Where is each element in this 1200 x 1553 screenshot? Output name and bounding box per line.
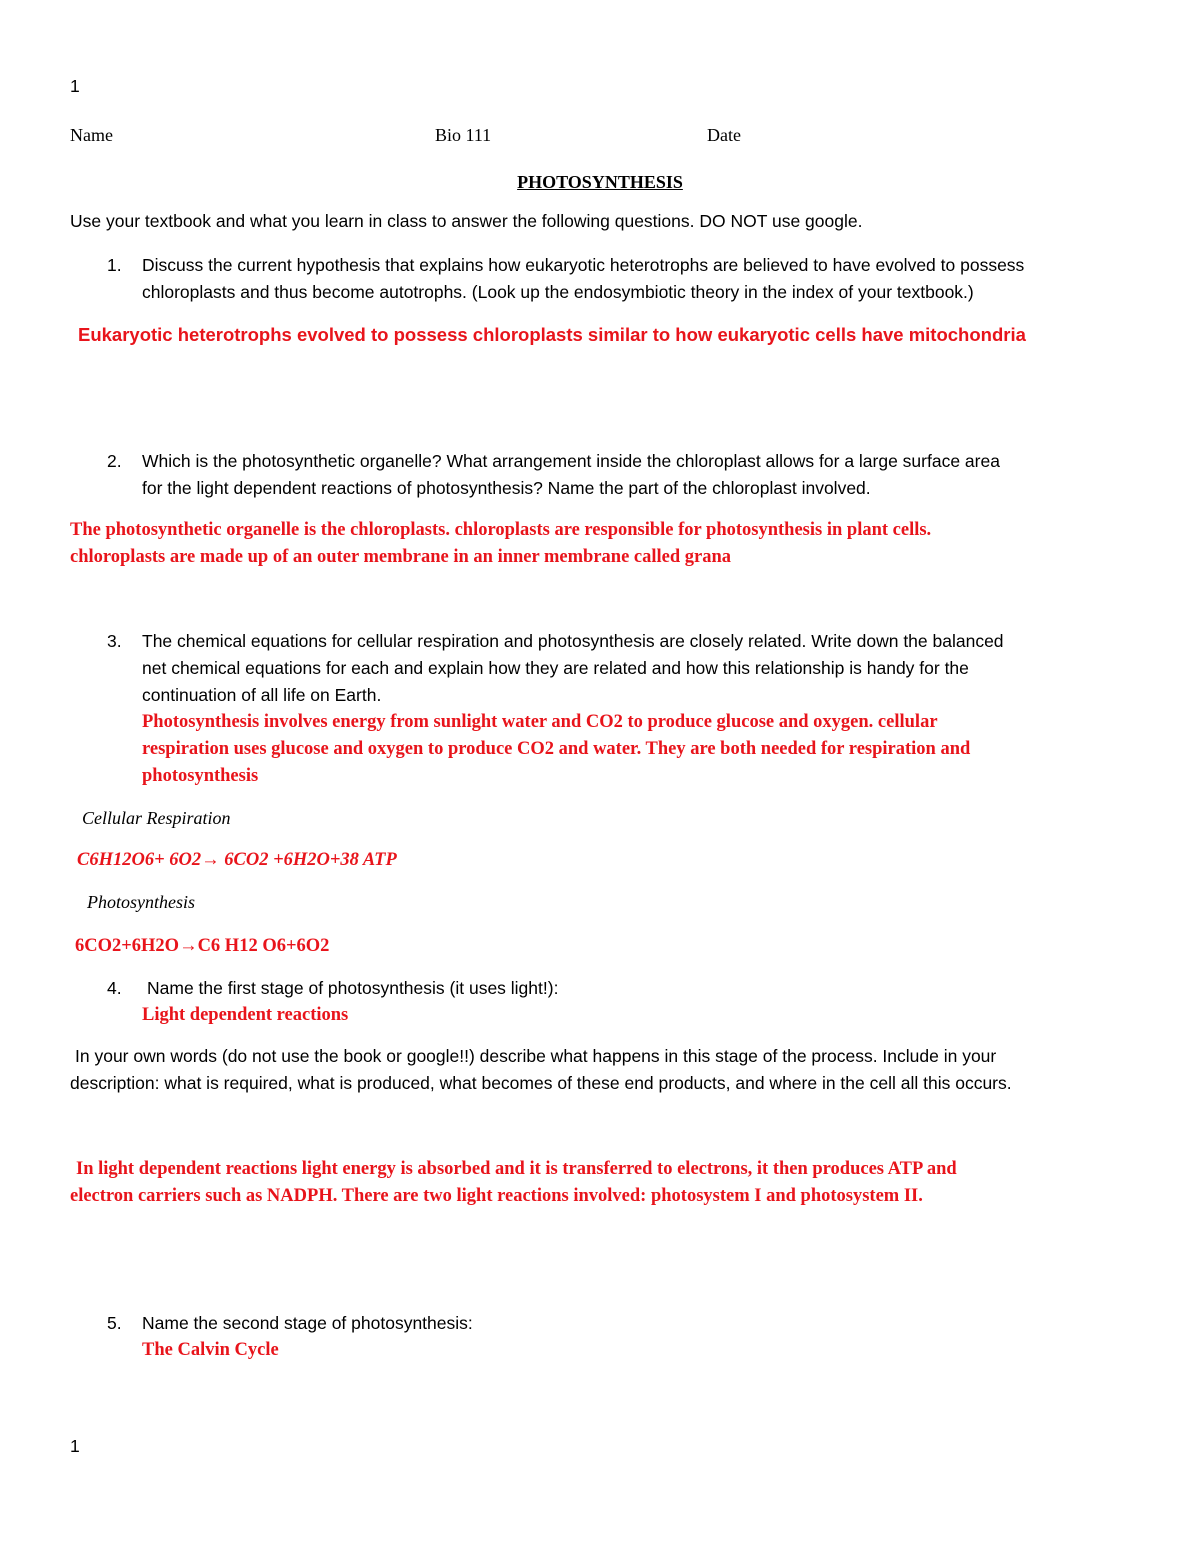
- question-5-number: 5.: [107, 1313, 122, 1333]
- question-3-line-1: The chemical equations for cellular respiration and photosynthesis are closely related. Write down the balanced: [142, 631, 1004, 651]
- question-4-answer: Light dependent reactions: [142, 1005, 349, 1025]
- question-2-line-1: Which is the photosynthetic organelle? What arrangement inside the chloroplast allows for a large surface area: [142, 451, 1000, 471]
- instructions: Use your textbook and what you learn in class to answer the following questions. DO NOT use google.: [70, 211, 863, 231]
- question-1-answer: Eukaryotic heterotrophs evolved to possess chloroplasts similar to how eukaryotic cells have mitochondria: [78, 324, 1026, 345]
- question-4-line-1: Name the first stage of photosynthesis (it uses light!):: [147, 978, 559, 998]
- page-number-bottom: 1: [70, 1436, 80, 1456]
- photosynthesis-equation: 6CO2+6H2O→C6 H12 O6+6O2: [75, 936, 330, 956]
- photosynthesis-label: Photosynthesis: [87, 892, 195, 912]
- question-3-answer-line-3: photosynthesis: [142, 766, 259, 786]
- question-3-line-2: net chemical equations for each and explain how they are related and how this relationship is handy for the: [142, 658, 969, 678]
- question-2-number: 2.: [107, 451, 122, 471]
- question-4-prompt-line-1: In your own words (do not use the book or google!!) describe what happens in this stage of the process. Include in your: [75, 1046, 997, 1066]
- question-1-number: 1.: [107, 255, 122, 275]
- question-1-line-2: chloroplasts and thus become autotrophs. (Look up the endosymbiotic theory in the index of your textbook.): [142, 282, 974, 302]
- question-5-answer: The Calvin Cycle: [142, 1340, 279, 1360]
- cellular-respiration-equation: C6H12O6+ 6O2→ 6CO2 +6H2O+38 ATP: [77, 850, 397, 870]
- date-label: Date: [707, 125, 741, 145]
- question-5-line-1: Name the second stage of photosynthesis:: [142, 1313, 473, 1333]
- name-label: Name: [70, 125, 113, 145]
- question-3-number: 3.: [107, 631, 122, 651]
- question-4-long-answer-line-2: electron carriers such as NADPH. There are two light reactions involved: photosystem I and photosystem II.: [70, 1186, 923, 1206]
- question-2-answer-line-2: chloroplasts are made up of an outer membrane in an inner membrane called grana: [70, 547, 732, 567]
- question-3-answer-line-2: respiration uses glucose and oxygen to produce CO2 and water. They are both needed for respiration and: [142, 739, 971, 759]
- question-3-line-3: continuation of all life on Earth.: [142, 685, 382, 705]
- question-2-line-2: for the light dependent reactions of photosynthesis? Name the part of the chloroplast involved.: [142, 478, 871, 498]
- question-4-long-answer-line-1: In light dependent reactions light energy is absorbed and it is transferred to electrons, it then produces ATP and: [76, 1159, 957, 1179]
- question-2-answer-line-1: The photosynthetic organelle is the chloroplasts. chloroplasts are responsible for photosynthesis in plant cells.: [70, 520, 932, 540]
- question-1-line-1: Discuss the current hypothesis that explains how eukaryotic heterotrophs are believed to have evolved to possess: [142, 255, 1025, 275]
- course-label: Bio 111: [435, 125, 492, 145]
- cellular-respiration-label: Cellular Respiration: [82, 808, 231, 828]
- question-3-answer-line-1: Photosynthesis involves energy from sunlight water and CO2 to produce glucose and oxygen. cellular: [142, 712, 938, 732]
- page-number-top: 1: [70, 76, 80, 96]
- question-4-prompt-line-2: description: what is required, what is produced, what becomes of these end products, and where in the cell all this occurs.: [70, 1073, 1012, 1093]
- question-4-number: 4.: [107, 978, 122, 998]
- page-title: PHOTOSYNTHESIS: [517, 172, 683, 192]
